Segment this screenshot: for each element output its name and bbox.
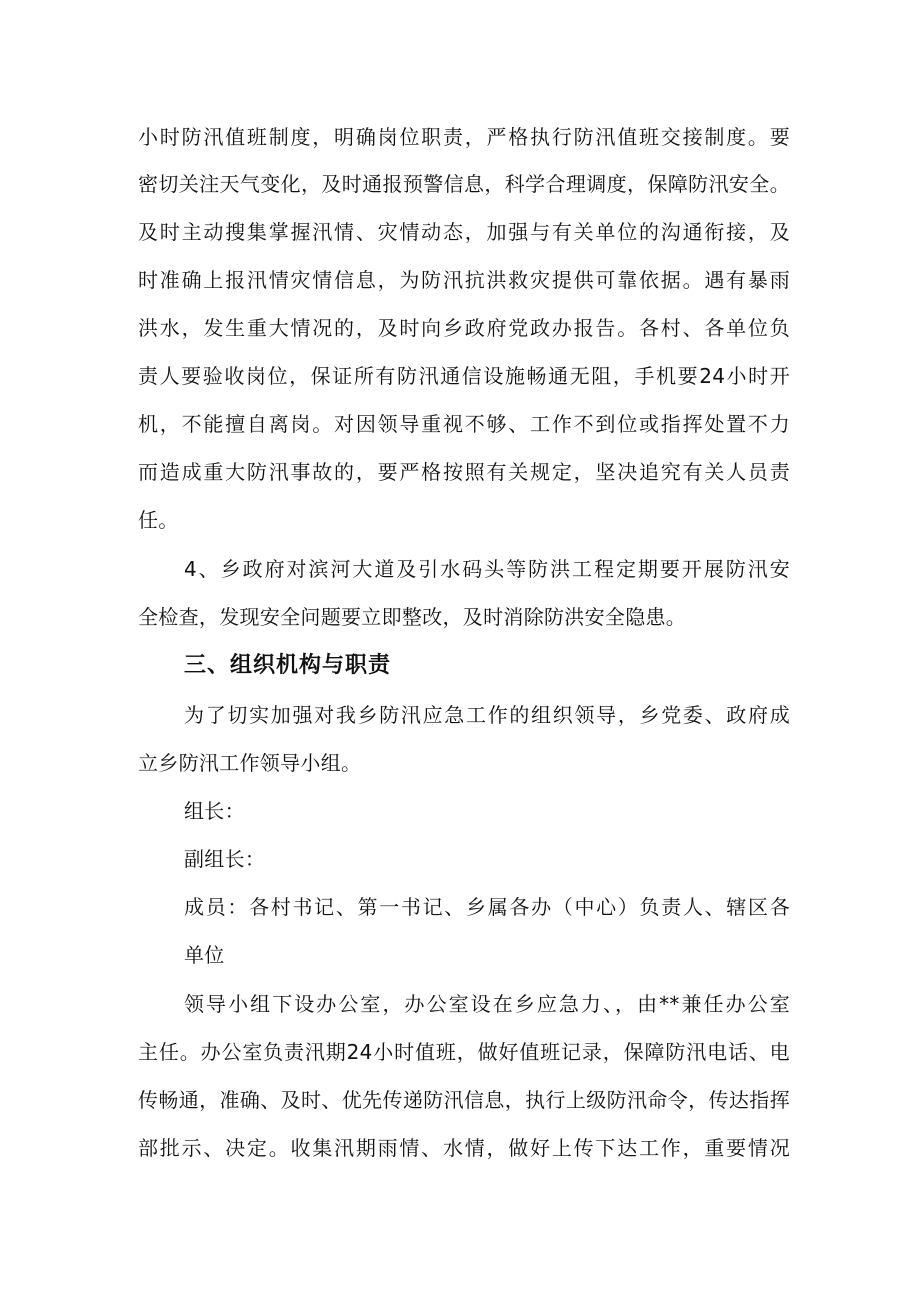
paragraph-4-line: 主任。办公室负责汛期24小时值班，做好值班记录，保障防汛电话、电 [138,1040,790,1064]
paragraph-4-line: 部批示、决定。收集汛期雨情、水情，做好上传下达工作，重要情况 [138,1136,790,1160]
paragraph-4-line: 传畅通，准确、及时、优先传递防汛信息，执行上级防汛命令，传达指挥 [138,1088,790,1112]
paragraph-1-line: 机，不能擅自离岗。对因领导重视不够、工作不到位或指挥处置不力 [138,412,790,436]
deputy-label: 副组长： [184,847,266,871]
paragraph-1-line: 责人要验收岗位，保证所有防汛通信设施畅通无阻，手机要24小时开 [138,364,790,388]
paragraph-1-line: 时准确上报汛情灾情信息，为防汛抗洪救灾提供可靠依据。遇有暴雨 [138,268,790,292]
paragraph-2-line: 4、乡政府对滨河大道及引水码头等防洪工程定期要开展防汛安 [184,557,790,581]
paragraph-1-line: 而造成重大防汛事故的，要严格按照有关规定，坚决追究有关人员责 [138,460,790,484]
paragraph-1-line: 任。 [138,508,179,532]
paragraph-1-line: 小时防汛值班制度，明确岗位职责，严格执行防汛值班交接制度。要 [138,125,790,149]
paragraph-1-line: 密切关注天气变化，及时通报预警信息，科学合理调度，保障防汛安全。 [138,172,790,196]
section-heading: 三、组织机构与职责 [184,653,392,678]
paragraph-2-line: 全检查，发现安全问题要立即整改，及时消除防洪安全隐患。 [138,605,687,629]
members-line: 单位 [184,943,225,967]
paragraph-3-line: 立乡防汛工作领导小组。 [138,751,362,775]
members-line: 成员：各村书记、第一书记、乡属各办（中心）负责人、辖区各 [184,895,790,919]
paragraph-4-line: 领导小组下设办公室，办公室设在乡应急力、，由**兼任办公室 [184,992,790,1016]
leader-label: 组长： [184,799,245,823]
paragraph-1-line: 洪水，发生重大情况的，及时向乡政府党政办报告。各村、各单位负 [138,316,790,340]
paragraph-1-line: 及时主动搜集掌握汛情、灾情动态，加强与有关单位的沟通衔接，及 [138,220,790,244]
paragraph-3-line: 为了切实加强对我乡防汛应急工作的组织领导，乡党委、政府成 [184,703,790,727]
